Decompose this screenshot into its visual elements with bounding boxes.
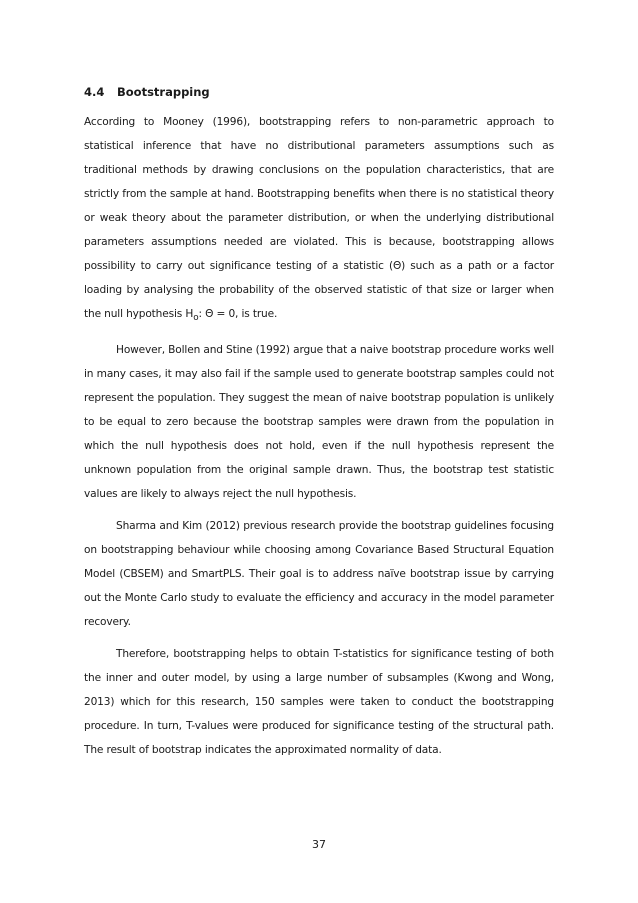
body-text	[84, 110, 554, 770]
paragraph-2: However, Bollen and Stine (1992) argue that a naive bootstrap procedure works well in many cases, it may also fail if the sample used to generate bootstrap samples could not represent the population. They suggest the mean of naive bootstrap population is unlikely to be equal to zero because the bootstrap samples were drawn from the population in which the null hypothesis does not hold, even if the null hypothesis represent the unknown population from the original sample drawn. Thus, the bootstrap test statistic values are likely to always reject the null hypothesis.	[84, 344, 554, 501]
section-heading	[84, 85, 210, 99]
paragraph-3: Sharma and Kim (2012) previous research provide the bootstrap guidelines focusing on bootstrapping behaviour while choosing among Covariance Based Structural Equation Model (CBSEM) and SmartPLS. Their goal is to address naïve bootstrap issue by carrying out the Monte Carlo study to evaluate the efficiency and accuracy in the model parameter recovery.	[84, 520, 554, 629]
paragraph-4: Therefore, bootstrapping helps to obtain T-statistics for significance testing of both the inner and outer model, by using a large number of subsamples (Kwong and Wong, 2013) which for this research, 150 samples were taken to conduct the bootstrapping procedure. In turn, T-values were produced for significance testing of the structural path. The result of bootstrap indicates the approximated normality of data.	[84, 648, 554, 757]
null-hypothesis-subscript: o	[193, 313, 199, 324]
section-number: 4.4	[84, 85, 105, 99]
paragraph-1-text: According to Mooney (1996), bootstrapping refers to non-parametric approach to statistical inference that have no distributional parameters assumptions such as traditional methods by drawing conclusions on the population characteristics, that are strictly from the sample at hand. Bootstrapping benefits when there is no statistical theory or weak theory about the parameter distribution, or when the underlying distributional parameters assumptions needed are violated. This is because, bootstrapping allows possibility to carry out significance testing of a statistic (Θ) such as a path or a factor loading by analysing the probability of the observed statistic of that size or larger when the null hypothesis H	[84, 116, 554, 320]
section-title: Bootstrapping	[117, 85, 210, 99]
paragraph-1	[84, 110, 554, 330]
page-number: 37	[312, 838, 326, 851]
paragraph-1-end: : Θ = 0, is true.	[198, 308, 278, 320]
